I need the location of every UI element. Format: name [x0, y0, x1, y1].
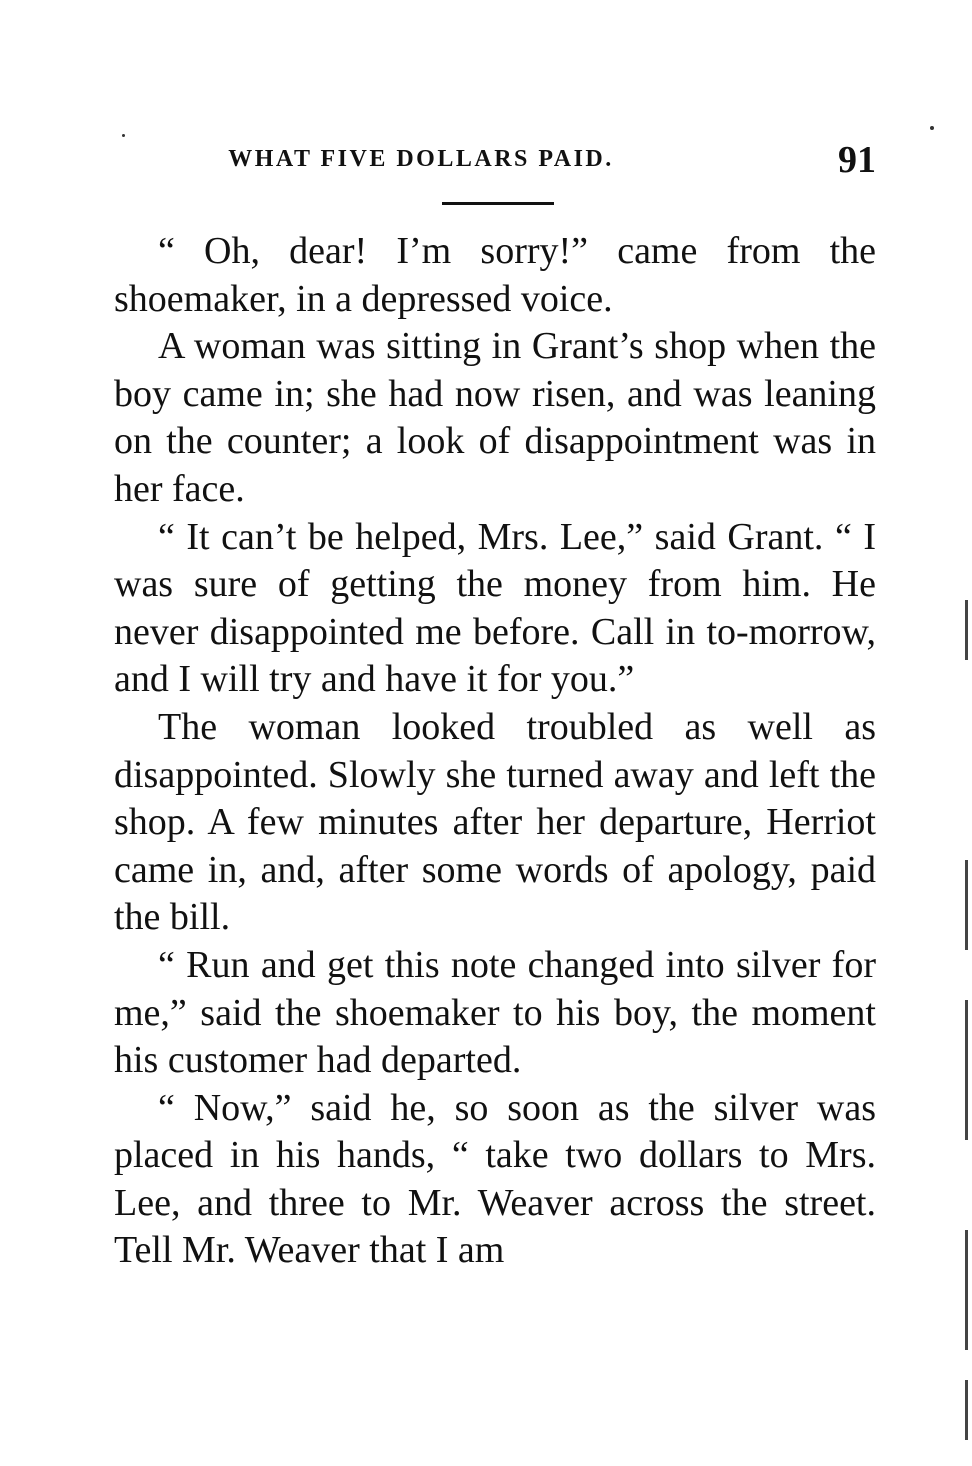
scan-speck [965, 600, 968, 660]
body-text [114, 228, 876, 1275]
paragraph: The woman looked troubled as well as disappointed. Slowly she turned away and left the shop. A few minutes after her departure, Herriot came in, and, after some words of apology, paid the bill. [114, 705, 876, 939]
paragraph: “ It can’t be helped, Mrs. Lee,” said Grant. “ I was sure of getting the money from him. He never disappointed me before. Call in to-morrow, and I will try and have it for you.” [114, 515, 876, 701]
scan-dot [122, 134, 125, 137]
paragraph: “ Now,” said he, so soon as the silver was placed in his hands, “ take two dollars to Mrs. Lee, and three to Mr. Weaver across the street. Tell Mr. Weaver that I am [114, 1086, 876, 1272]
running-head [116, 139, 876, 182]
header-rule [442, 202, 554, 205]
scan-speck [965, 1000, 968, 1140]
scan-speck [965, 860, 968, 950]
paragraph: “ Run and get this note changed into silver for me,” said the shoemaker to his boy, the moment his customer had departed. [114, 943, 876, 1082]
scan-edge-marks [960, 0, 972, 1466]
paragraph: “ Oh, dear! I’m sorry!” came from the shoemaker, in a depressed voice. [114, 230, 876, 320]
scan-speck [965, 1380, 968, 1440]
paragraph: A woman was sitting in Grant’s shop when the boy came in; she had now risen, and was leaning on the counter; a look of disappointment was in her face. [114, 325, 876, 510]
page-number: 91 [838, 139, 876, 181]
scan-speck [965, 1230, 968, 1350]
scan-dot [930, 126, 934, 130]
running-title: WHAT FIVE DOLLARS PAID. [228, 146, 614, 172]
